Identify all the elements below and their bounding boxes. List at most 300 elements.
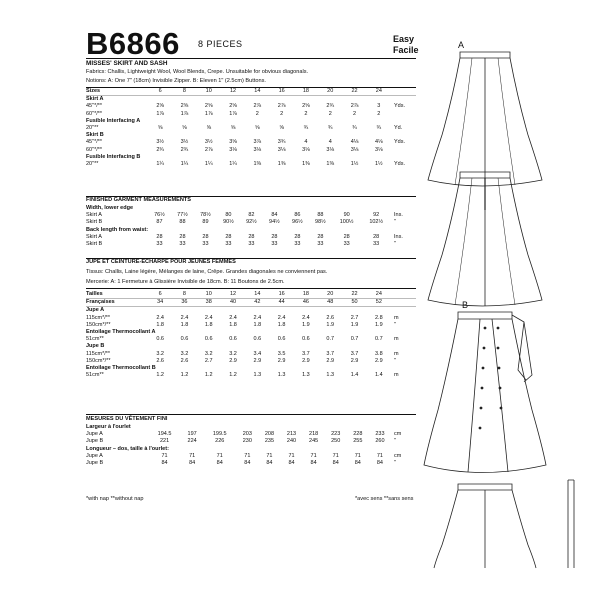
- value-cell: 1⅞: [180, 110, 189, 117]
- table-row: [86, 219, 416, 226]
- value-cell: 1.3: [253, 372, 262, 379]
- value-cell: 71: [332, 452, 339, 459]
- size-cell: 10: [197, 88, 221, 96]
- value-cell: 1.4: [350, 372, 359, 379]
- size-cell: 52: [367, 299, 391, 307]
- table-row: [86, 103, 416, 110]
- value-cell: 226: [215, 438, 225, 445]
- unit-cell: m: [394, 372, 399, 379]
- value-cell: 0.6: [253, 336, 262, 343]
- value-cell: 2.9: [229, 357, 237, 364]
- table-row: [86, 161, 416, 168]
- value-cell: 1.9: [302, 321, 310, 328]
- table-row: [86, 431, 416, 438]
- value-cell: 1¼: [180, 161, 189, 168]
- value-cell: 1⅞: [156, 110, 164, 117]
- french-sizes-label: Françaises: [86, 299, 148, 307]
- view-b-label: B: [462, 300, 469, 310]
- difficulty: [393, 34, 419, 56]
- size-cell: 16: [269, 291, 293, 299]
- english-finished-table: [86, 205, 416, 248]
- unit-cell: Yds.: [394, 161, 406, 168]
- value-cell: 84: [288, 460, 295, 467]
- size-cell: 20: [318, 291, 342, 299]
- value-cell: 221: [159, 438, 170, 445]
- section-subheading: [86, 118, 416, 125]
- value-cell: 2: [377, 110, 381, 117]
- value-cell: 3.8: [375, 350, 383, 357]
- view-a-label: A: [458, 40, 465, 50]
- value-cell: 2⅝: [229, 103, 237, 110]
- value-cell: 2.9: [277, 357, 286, 364]
- value-cell: 235: [264, 438, 275, 445]
- subheading-text: Back length from waist:: [86, 226, 149, 233]
- table-row: [86, 351, 416, 358]
- table-row: [86, 322, 416, 329]
- value-cell: 0.6: [229, 336, 237, 343]
- value-cell: 1½: [350, 161, 359, 168]
- size-cell: 10: [197, 291, 221, 299]
- value-cell: 33: [373, 241, 380, 248]
- value-cell: 88: [179, 219, 186, 226]
- french-finished-table: [86, 424, 416, 467]
- english-fabrics: Fabrics: Challis, Lightweight Wool, Wool Blends, Crepe. Unsuitable for obvious diagonals.: [86, 69, 309, 75]
- value-cell: 84: [354, 460, 361, 467]
- value-cell: 78½: [200, 212, 211, 219]
- value-cell: 255: [353, 438, 363, 445]
- value-cell: 208: [264, 431, 275, 438]
- size-cell: 6: [148, 291, 172, 299]
- value-cell: ¾: [352, 125, 357, 132]
- table-row: [86, 234, 416, 241]
- value-cell: 3½: [204, 139, 213, 146]
- value-cell: 1.3: [302, 372, 310, 379]
- value-cell: 1.2: [180, 372, 189, 379]
- value-cell: 1½: [375, 161, 383, 168]
- value-cell: 1⅞: [229, 110, 237, 117]
- subheading-text: Fusible Interfacing A: [86, 117, 141, 124]
- row-label: 45"*/**: [86, 103, 103, 110]
- value-cell: 0.6: [302, 336, 310, 343]
- value-cell: 84: [310, 460, 317, 467]
- row-label: 60"*/**: [86, 110, 103, 117]
- value-cell: 90½: [223, 219, 234, 226]
- value-cell: ¾: [303, 125, 309, 132]
- value-cell: 2.9: [375, 357, 383, 364]
- value-cell: 89: [202, 219, 209, 226]
- value-cell: 4: [328, 139, 332, 146]
- value-cell: 2: [328, 110, 332, 117]
- value-cell: 28: [202, 233, 209, 240]
- value-cell: 1⅜: [302, 161, 310, 168]
- value-cell: 240: [286, 438, 297, 445]
- value-cell: 33: [202, 241, 209, 248]
- value-cell: 33: [271, 241, 278, 248]
- difficulty-en: Easy: [393, 34, 415, 44]
- value-cell: 84: [216, 460, 223, 467]
- english-yardage-table: [86, 88, 416, 168]
- pieces-count: 8 PIECES: [198, 39, 243, 49]
- value-cell: 71: [354, 452, 361, 459]
- unit-cell: ": [394, 241, 396, 248]
- value-cell: 2⅝: [302, 103, 310, 110]
- value-cell: 94½: [269, 219, 280, 226]
- table-row: [86, 358, 416, 365]
- value-cell: 1.8: [180, 321, 189, 328]
- subheading-text: Jupe A: [86, 307, 105, 314]
- table-row: [86, 372, 416, 379]
- value-cell: 2⅞: [350, 103, 359, 110]
- unit-cell: ": [394, 321, 396, 328]
- value-cell: 0.7: [326, 336, 335, 343]
- value-cell: 203: [242, 431, 252, 438]
- value-cell: 92: [373, 212, 380, 219]
- unit-cell: ": [394, 219, 396, 226]
- value-cell: 71: [266, 452, 273, 459]
- value-cell: 3⅛: [229, 146, 237, 153]
- size-cell: 18: [294, 88, 318, 96]
- value-cell: 194.5: [157, 431, 172, 438]
- skirt-b-back-drawing: [434, 484, 536, 568]
- value-cell: 33: [343, 241, 350, 248]
- section-subheading: [86, 227, 416, 234]
- english-notions: Notions: A: One 7" (18cm) Invisible Zipper. B: Eleven 1" (2.5cm) Buttons.: [86, 78, 266, 84]
- value-cell: 2⅝: [156, 103, 164, 110]
- value-cell: 80: [225, 212, 232, 219]
- value-cell: 88: [317, 212, 324, 219]
- size-cell: 44: [269, 299, 293, 307]
- value-cell: 3.7: [302, 350, 310, 357]
- value-cell: 3.4: [253, 350, 262, 357]
- value-cell: 71: [161, 452, 168, 459]
- value-cell: 3.2: [180, 350, 189, 357]
- value-cell: ⅝: [182, 125, 187, 132]
- table-row: [86, 139, 416, 146]
- sash-drawing: [568, 480, 574, 568]
- size-cell: 12: [221, 88, 245, 96]
- value-cell: 2⅞: [277, 103, 286, 110]
- value-cell: 84: [271, 212, 278, 219]
- value-cell: 197: [187, 431, 197, 438]
- value-cell: 233: [375, 431, 385, 438]
- size-cell: 46: [294, 299, 318, 307]
- value-cell: 76½: [154, 212, 165, 219]
- unit-cell: m: [394, 314, 399, 321]
- unit-cell: cm: [394, 452, 402, 459]
- value-cell: 98½: [315, 219, 326, 226]
- subheading-text: Largeur à l'ourlet: [86, 424, 131, 430]
- size-cell: 24: [367, 88, 391, 96]
- value-cell: 2¾: [156, 146, 164, 153]
- value-cell: 33: [156, 241, 163, 248]
- value-cell: 2.4: [180, 314, 189, 321]
- value-cell: 213: [286, 431, 297, 438]
- subheading-text: Fusible Interfacing B: [86, 153, 141, 160]
- row-label: 51cm**: [86, 336, 104, 343]
- value-cell: 84: [189, 460, 196, 467]
- french-finished-title: MESURES DU VÊTEMENT FINI: [86, 416, 168, 422]
- value-cell: 2⅝: [180, 103, 189, 110]
- unit-cell: [391, 291, 416, 299]
- value-cell: ⅝: [230, 125, 236, 132]
- skirt-a-back-drawing: [428, 172, 542, 306]
- value-cell: 28: [373, 233, 380, 240]
- row-label: Jupe A: [86, 452, 103, 459]
- value-cell: 1⅜: [253, 161, 262, 168]
- subheading-text: Width, lower edge: [86, 205, 134, 211]
- value-cell: 84: [332, 460, 339, 467]
- value-cell: 1¼: [156, 161, 164, 168]
- value-cell: 1.9: [375, 321, 383, 328]
- value-cell: 2: [255, 110, 259, 117]
- size-cell: 18: [294, 291, 318, 299]
- value-cell: 82: [248, 212, 255, 219]
- row-label: 20"**: [86, 161, 99, 168]
- value-cell: 228: [353, 431, 363, 438]
- row-label: 150cm*/**: [86, 321, 111, 328]
- value-cell: 102½: [369, 219, 384, 226]
- section-subheading: [86, 96, 416, 104]
- table-row: [86, 241, 416, 248]
- sizes-label: Sizes: [86, 88, 148, 96]
- value-cell: 3.2: [204, 350, 213, 357]
- section-subheading: [86, 365, 416, 372]
- value-cell: 4⅛: [375, 139, 383, 146]
- value-cell: 2.4: [277, 314, 286, 321]
- row-label: 115cm*/**: [86, 350, 111, 357]
- unit-cell: [391, 111, 416, 118]
- value-cell: 3⅛: [375, 146, 383, 153]
- french-sizes-row: [86, 299, 416, 307]
- value-cell: 0.6: [204, 336, 213, 343]
- value-cell: 2.6: [156, 357, 164, 364]
- value-cell: 33: [317, 241, 324, 248]
- unit-cell: [391, 88, 416, 96]
- subheading-text: Jupe B: [86, 343, 105, 350]
- table-row: [86, 453, 416, 460]
- value-cell: 3⅛: [350, 146, 359, 153]
- value-cell: 84: [161, 460, 168, 467]
- unit-cell: Ins.: [394, 212, 403, 219]
- size-cell: 14: [245, 88, 269, 96]
- value-cell: 84: [376, 460, 383, 467]
- value-cell: 2.4: [156, 314, 164, 321]
- value-cell: 223: [331, 431, 341, 438]
- size-cell: 50: [342, 299, 366, 307]
- value-cell: 2¾: [180, 146, 189, 153]
- value-cell: 1.2: [229, 372, 237, 379]
- value-cell: 3.5: [277, 350, 286, 357]
- value-cell: 3⅛: [302, 146, 310, 153]
- unit-cell: Ins.: [394, 233, 403, 240]
- value-cell: 2.6: [180, 357, 189, 364]
- value-cell: 33: [225, 241, 232, 248]
- value-cell: 90: [343, 212, 350, 219]
- size-cell: 24: [367, 291, 391, 299]
- table-row: [86, 336, 416, 343]
- value-cell: 0.7: [375, 336, 383, 343]
- divider: [86, 414, 416, 415]
- value-cell: 1.3: [326, 372, 335, 379]
- table-row: [86, 315, 416, 322]
- value-cell: 71: [376, 452, 383, 459]
- value-cell: 3⅞: [253, 139, 262, 146]
- value-cell: 1.9: [350, 321, 359, 328]
- table-row: [86, 125, 416, 132]
- subheading-text: Entoilage Thermocollant A: [86, 329, 156, 336]
- row-label: 60"*/**: [86, 146, 103, 153]
- value-cell: 2.8: [375, 314, 383, 321]
- table-row: [86, 438, 416, 445]
- value-cell: 100½: [339, 219, 354, 226]
- row-label: 51cm**: [86, 372, 104, 379]
- section-subheading: [86, 205, 416, 212]
- value-cell: 71: [189, 452, 196, 459]
- skirt-a-front-drawing: [428, 52, 542, 186]
- value-cell: 3.7: [326, 350, 335, 357]
- value-cell: 33: [248, 241, 255, 248]
- unit-cell: cm: [394, 431, 402, 438]
- row-label: Jupe A: [86, 431, 103, 438]
- footnote-fr: *avec sens **sans sens: [355, 496, 414, 502]
- section-subheading: [86, 132, 416, 139]
- value-cell: 84: [266, 460, 273, 467]
- value-cell: 1.2: [204, 372, 213, 379]
- section-subheading: [86, 343, 416, 350]
- value-cell: 3¾: [277, 139, 286, 146]
- size-cell: 42: [245, 299, 269, 307]
- size-cell: 8: [172, 88, 196, 96]
- footnote-en: *with nap **without nap: [86, 496, 144, 502]
- row-label: 20"**: [86, 125, 99, 132]
- value-cell: 1.9: [326, 321, 335, 328]
- value-cell: 96½: [292, 219, 303, 226]
- value-cell: 1¼: [229, 161, 237, 168]
- value-cell: 28: [294, 233, 301, 240]
- value-cell: 33: [179, 241, 186, 248]
- value-cell: 28: [271, 233, 278, 240]
- value-cell: ¾: [376, 125, 382, 132]
- value-cell: 3½: [180, 139, 189, 146]
- value-cell: 28: [179, 233, 186, 240]
- value-cell: 2: [280, 110, 284, 117]
- unit-cell: ": [394, 460, 396, 467]
- value-cell: 3½: [156, 139, 164, 146]
- value-cell: 28: [248, 233, 255, 240]
- row-label: Skirt B: [86, 241, 103, 248]
- value-cell: 0.7: [350, 336, 359, 343]
- value-cell: 2.9: [350, 357, 359, 364]
- value-cell: 1.8: [156, 321, 164, 328]
- value-cell: 2¾: [326, 103, 335, 110]
- value-cell: 28: [156, 233, 163, 240]
- value-cell: 1.2: [156, 372, 164, 379]
- sizes-row: [86, 291, 416, 299]
- value-cell: 1⅞: [204, 110, 213, 117]
- value-cell: 224: [187, 438, 197, 445]
- value-cell: 4: [304, 139, 308, 146]
- subheading-text: Entoilage Thermocollant B: [86, 365, 156, 372]
- value-cell: 2.6: [326, 314, 335, 321]
- value-cell: 1.8: [229, 321, 237, 328]
- value-cell: 28: [343, 233, 350, 240]
- value-cell: 2.4: [253, 314, 262, 321]
- size-cell: 16: [269, 88, 293, 96]
- value-cell: ⅝: [255, 125, 260, 132]
- value-cell: 260: [375, 438, 385, 445]
- row-label: 115cm*/**: [86, 314, 111, 321]
- section-subheading: [86, 307, 416, 315]
- value-cell: 3.2: [229, 350, 237, 357]
- value-cell: ¾: [327, 125, 333, 132]
- size-cell: 22: [342, 88, 366, 96]
- value-cell: 230: [242, 438, 252, 445]
- value-cell: 0.6: [277, 336, 286, 343]
- value-cell: 1.8: [204, 321, 213, 328]
- size-cell: 36: [172, 299, 196, 307]
- value-cell: ⅝: [279, 125, 284, 132]
- sizes-row: [86, 88, 416, 96]
- subheading-text: Skirt A: [86, 96, 104, 103]
- size-cell: 22: [342, 291, 366, 299]
- row-label: 45"*/**: [86, 139, 103, 146]
- value-cell: 33: [294, 241, 301, 248]
- english-title: MISSES' SKIRT AND SASH: [86, 58, 416, 67]
- value-cell: 71: [244, 452, 251, 459]
- difficulty-fr: Facile: [393, 45, 419, 55]
- unit-cell: Yds.: [394, 103, 406, 110]
- value-cell: 2.4: [302, 314, 310, 321]
- value-cell: 1⅜: [326, 161, 335, 168]
- value-cell: 250: [331, 438, 341, 445]
- value-cell: 2.9: [326, 357, 335, 364]
- unit-cell: [391, 299, 416, 307]
- size-cell: 38: [197, 299, 221, 307]
- row-label: 150cm*/**: [86, 357, 111, 364]
- skirt-b-front-drawing: [424, 312, 546, 473]
- value-cell: 3.7: [350, 350, 359, 357]
- value-cell: 87: [156, 219, 163, 226]
- subheading-text: Longueur – dos, taille à l'ourlet:: [86, 445, 169, 452]
- value-cell: 3.2: [156, 350, 164, 357]
- english-finished-title: FINISHED GARMENT MEASUREMENTS: [86, 197, 192, 203]
- value-cell: ⅝: [206, 125, 212, 132]
- value-cell: 1.8: [253, 321, 262, 328]
- row-label: Skirt A: [86, 212, 102, 219]
- value-cell: 28: [225, 233, 232, 240]
- row-label: Jupe B: [86, 438, 104, 445]
- french-notions: Mercerie: A: 1 Fermeture à Glissière Invisible de 18cm. B: 11 Boutons de 2.5cm.: [86, 279, 285, 285]
- value-cell: 2⅝: [204, 103, 213, 110]
- section-subheading: [86, 446, 416, 453]
- technical-drawings: [420, 40, 595, 570]
- pattern-number: B6866: [86, 26, 180, 61]
- value-cell: 2.7: [350, 314, 359, 321]
- value-cell: 3: [377, 103, 381, 110]
- value-cell: 1.4: [375, 372, 383, 379]
- value-cell: 28: [317, 233, 324, 240]
- value-cell: 2.4: [204, 314, 213, 321]
- unit-cell: m: [394, 350, 399, 357]
- value-cell: 2: [352, 110, 357, 117]
- value-cell: 2.9: [253, 357, 262, 364]
- value-cell: 245: [309, 438, 319, 445]
- value-cell: 4⅛: [350, 139, 359, 146]
- size-cell: 6: [148, 88, 172, 96]
- value-cell: 3⅛: [253, 146, 262, 153]
- value-cell: 3⅛: [277, 146, 286, 153]
- subheading-text: Skirt B: [86, 132, 104, 139]
